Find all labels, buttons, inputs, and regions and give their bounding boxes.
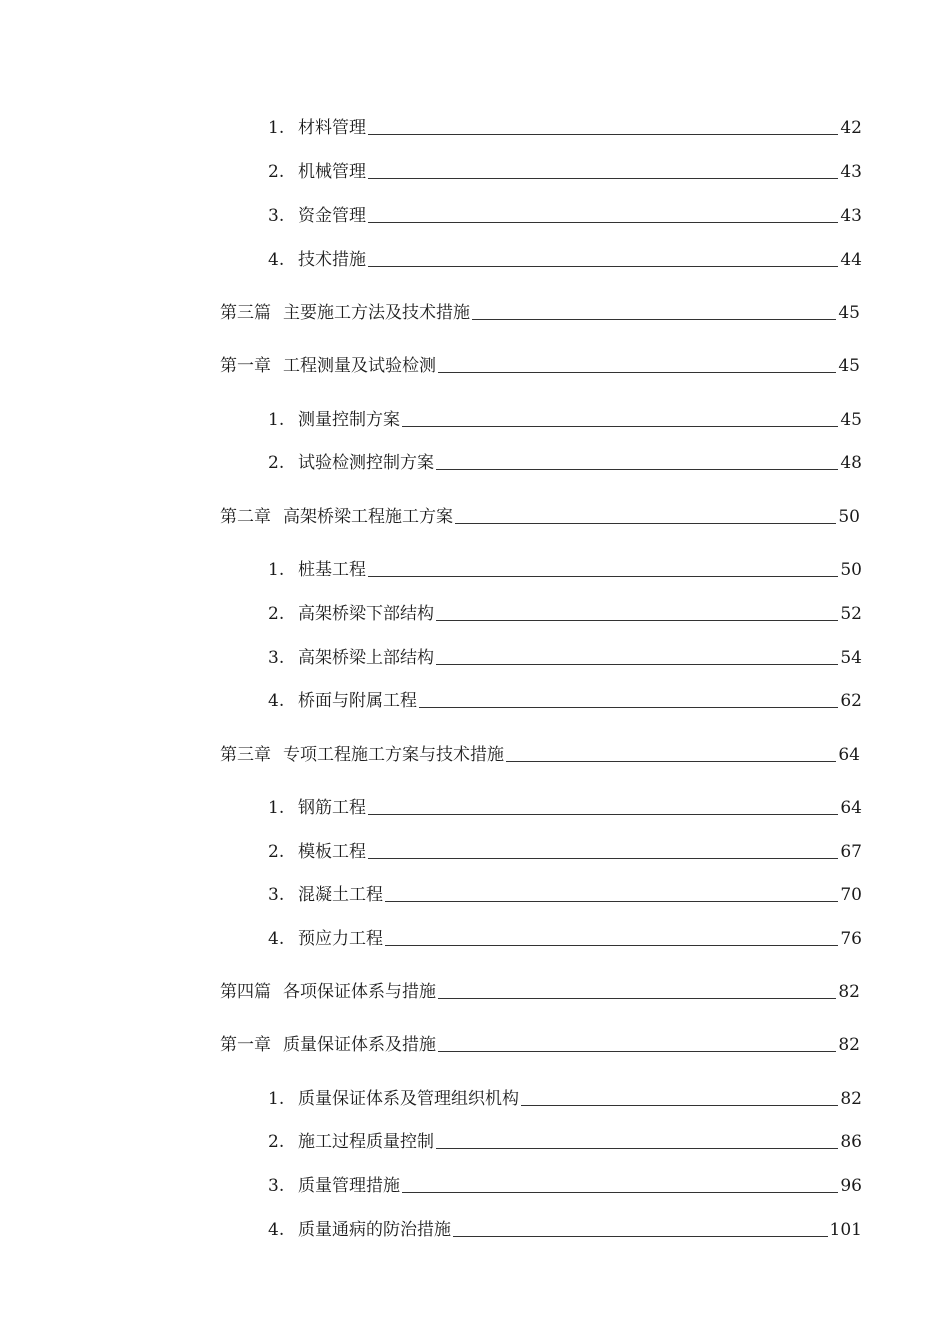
toc-entry-title: 各项保证体系与措施: [283, 982, 436, 1002]
toc-entry-number: 1.: [268, 410, 285, 430]
toc-entry-page: 44: [840, 250, 862, 270]
toc-entry-number: 2.: [268, 842, 285, 862]
toc-leader-line: [368, 858, 838, 859]
toc-entry-page: 54: [840, 648, 862, 668]
toc-leader-line: [368, 576, 838, 577]
toc-entry-number: 2.: [268, 162, 285, 182]
toc-entry[interactable]: [268, 924, 862, 950]
toc-entry[interactable]: [268, 1215, 862, 1241]
toc-entry[interactable]: [268, 880, 862, 906]
toc-entry-title: 工程测量及试验检测: [283, 356, 436, 376]
toc-leader-line: [436, 664, 838, 665]
toc-leader-line: [385, 945, 838, 946]
toc-entry-page: 82: [838, 1035, 860, 1055]
toc-entry[interactable]: [268, 201, 862, 227]
toc-entry[interactable]: [268, 686, 862, 712]
toc-entry-number: 4.: [268, 691, 285, 711]
toc-entry-number: 4.: [268, 250, 285, 270]
toc-entry-page: 67: [840, 842, 862, 862]
toc-entry-prefix: 第三篇: [220, 303, 271, 323]
toc-entry-title: 资金管理: [298, 206, 366, 226]
toc-leader-line: [438, 998, 836, 999]
toc-entry[interactable]: [268, 157, 862, 183]
toc-entry-number: 1.: [268, 118, 285, 138]
toc-entry-page: 45: [838, 356, 860, 376]
toc-entry[interactable]: [268, 643, 862, 669]
toc-entry-title: 专项工程施工方案与技术措施: [283, 745, 504, 765]
toc-entry[interactable]: [268, 837, 862, 863]
toc-leader-line: [521, 1105, 838, 1106]
toc-entry-number: 3.: [268, 885, 285, 905]
toc-entry-page: 43: [840, 206, 862, 226]
toc-leader-line: [368, 222, 838, 223]
toc-entry-title: 钢筋工程: [298, 798, 366, 818]
toc-leader-line: [436, 469, 838, 470]
toc-entry[interactable]: [268, 1171, 862, 1197]
toc-entry-prefix: 第二章: [220, 507, 271, 527]
toc-entry-title: 主要施工方法及技术措施: [283, 303, 470, 323]
toc-leader-line: [385, 901, 838, 902]
toc-entry-title: 试验检测控制方案: [298, 453, 434, 473]
toc-entry[interactable]: [268, 599, 862, 625]
toc-leader-line: [402, 1192, 838, 1193]
toc-entry-page: 64: [840, 798, 862, 818]
toc-entry-page: 82: [838, 982, 860, 1002]
toc-entry-page: 64: [838, 745, 860, 765]
toc-entry-page: 52: [840, 604, 862, 624]
toc-entry-page: 70: [840, 885, 862, 905]
toc-leader-line: [419, 707, 838, 708]
toc-leader-line: [453, 1236, 828, 1237]
toc-entry[interactable]: [220, 298, 860, 324]
toc-leader-line: [436, 620, 838, 621]
toc-entry[interactable]: [268, 245, 862, 271]
toc-leader-line: [368, 134, 838, 135]
toc-entry-page: 45: [840, 410, 862, 430]
toc-entry-number: 3.: [268, 206, 285, 226]
toc-entry-title: 质量管理措施: [298, 1176, 400, 1196]
toc-entry-number: 3.: [268, 1176, 285, 1196]
toc-entry-page: 45: [838, 303, 860, 323]
toc-entry[interactable]: [268, 448, 862, 474]
toc-entry[interactable]: [268, 405, 862, 431]
toc-entry-title: 质量保证体系及措施: [283, 1035, 436, 1055]
toc-entry-page: 62: [840, 691, 862, 711]
toc-leader-line: [472, 319, 836, 320]
toc-entry-page: 76: [840, 929, 862, 949]
toc-entry-number: 1.: [268, 560, 285, 580]
toc-entry-number: 3.: [268, 648, 285, 668]
toc-entry-prefix: 第一章: [220, 356, 271, 376]
toc-entry-title: 高架桥梁下部结构: [298, 604, 434, 624]
toc-entry-number: 4.: [268, 1220, 285, 1240]
toc-entry-prefix: 第三章: [220, 745, 271, 765]
toc-entry[interactable]: [268, 555, 862, 581]
toc-entry-title: 材料管理: [298, 118, 366, 138]
toc-entry-title: 测量控制方案: [298, 410, 400, 430]
toc-leader-line: [455, 523, 836, 524]
toc-entry-number: 2.: [268, 453, 285, 473]
toc-leader-line: [506, 761, 836, 762]
toc-entry[interactable]: [220, 502, 860, 528]
toc-entry-page: 43: [840, 162, 862, 182]
toc-entry[interactable]: [268, 113, 862, 139]
toc-entry-page: 86: [840, 1132, 862, 1152]
toc-leader-line: [368, 814, 838, 815]
toc-entry-title: 桩基工程: [298, 560, 366, 580]
toc-leader-line: [436, 1148, 838, 1149]
toc-entry[interactable]: [220, 351, 860, 377]
toc-entry-title: 机械管理: [298, 162, 366, 182]
toc-entry-prefix: 第四篇: [220, 982, 271, 1002]
toc-entry-title: 施工过程质量控制: [298, 1132, 434, 1152]
toc-entry-page: 42: [840, 118, 862, 138]
toc-entry[interactable]: [220, 1030, 860, 1056]
toc-entry-page: 48: [840, 453, 862, 473]
toc-entry-page: 50: [838, 507, 860, 527]
toc-entry[interactable]: [220, 740, 860, 766]
toc-entry[interactable]: [220, 977, 860, 1003]
toc-entry-title: 质量通病的防治措施: [298, 1220, 451, 1240]
toc-entry-title: 混凝土工程: [298, 885, 383, 905]
toc-entry-title: 桥面与附属工程: [298, 691, 417, 711]
toc-entry-number: 2.: [268, 604, 285, 624]
toc-leader-line: [368, 178, 838, 179]
toc-entry[interactable]: [268, 793, 862, 819]
toc-entry-page: 96: [840, 1176, 862, 1196]
toc-entry-page: 50: [840, 560, 862, 580]
toc-entry-title: 技术措施: [298, 250, 366, 270]
toc-entry[interactable]: [268, 1127, 862, 1153]
toc-entry-title: 高架桥梁工程施工方案: [283, 507, 453, 527]
toc-entry-page: 101: [829, 1220, 862, 1240]
toc-leader-line: [368, 266, 838, 267]
toc-entry-number: 2.: [268, 1132, 285, 1152]
toc-entry[interactable]: [268, 1084, 862, 1110]
toc-leader-line: [402, 426, 838, 427]
toc-entry-number: 1.: [268, 1089, 285, 1109]
toc-entry-title: 高架桥梁上部结构: [298, 648, 434, 668]
toc-entry-prefix: 第一章: [220, 1035, 271, 1055]
toc-entry-title: 预应力工程: [298, 929, 383, 949]
toc-leader-line: [438, 1051, 836, 1052]
toc-entry-number: 4.: [268, 929, 285, 949]
toc-entry-page: 82: [840, 1089, 862, 1109]
toc-leader-line: [438, 372, 836, 373]
toc-entry-title: 模板工程: [298, 842, 366, 862]
toc-entry-title: 质量保证体系及管理组织机构: [298, 1089, 519, 1109]
toc-entry-number: 1.: [268, 798, 285, 818]
